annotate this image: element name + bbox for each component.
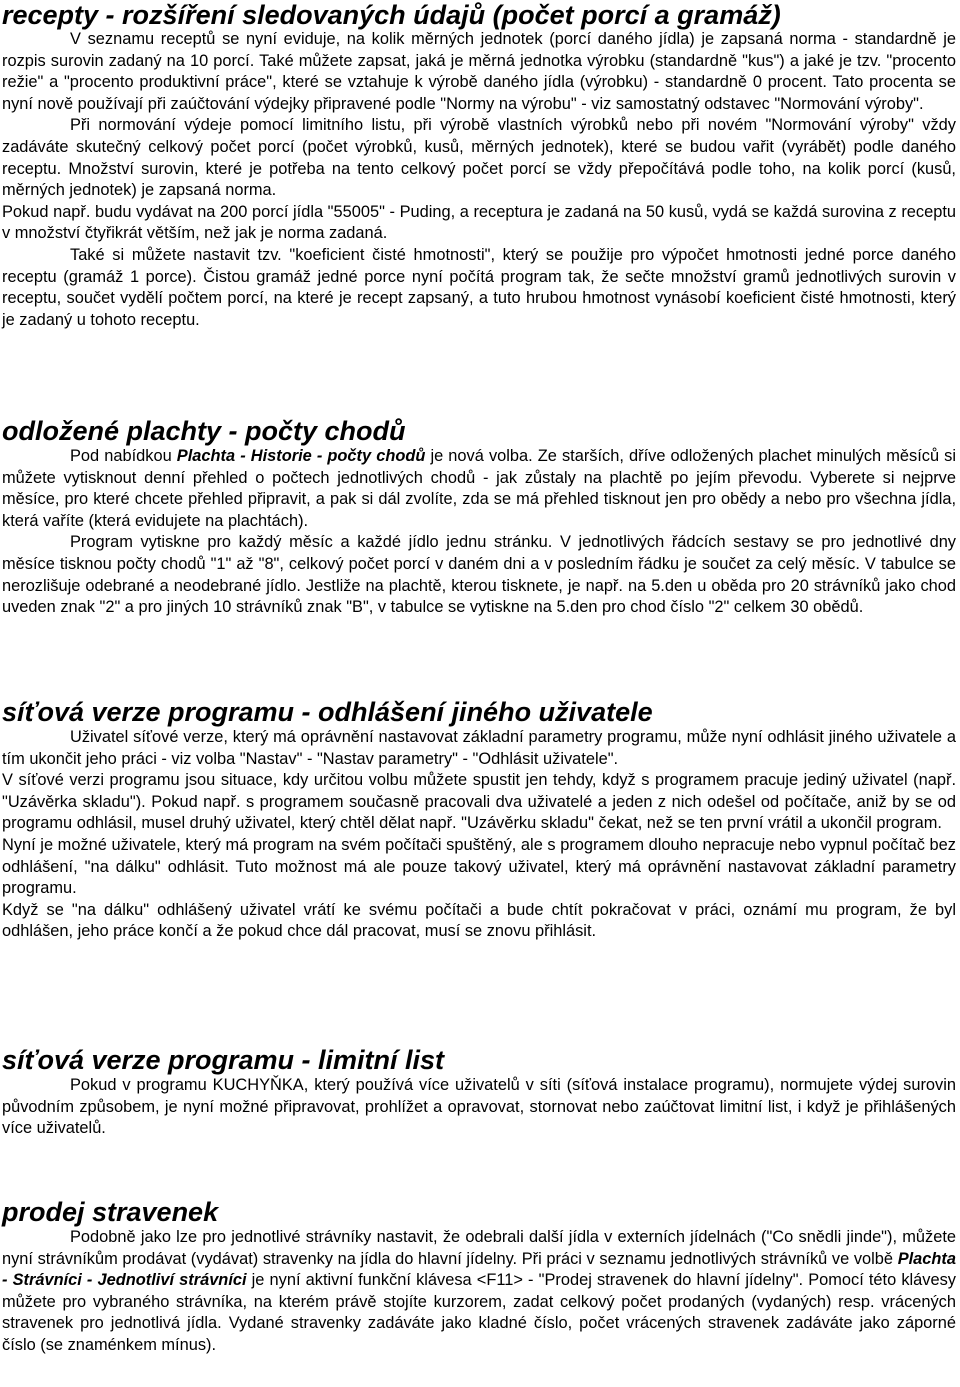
paragraph: Nyní je možné uživatele, který má program na svém počítači spuštěný, ale s programem dlouho nepracuje nebo vypnul počítač bez odhlášení, "na dálku" odhlásit. Tuto možnost má ale pouze takový uživatel, který má oprávnění nastavovat základní parametry programu. [2,835,956,898]
paragraph: Pokud v programu KUCHYŇKA, který používá více uživatelů v síti (síťová instalace programu), normujete výdej surovin původním způsobem, je nyní možné připravovat, prohlížet a opravovat, stornovat nebo zaúčtovat limitní list, i když je přihlášených více uživatelů. [2,1076,956,1138]
section-body [2,446,956,619]
paragraph: Uživatel síťové verze, který má oprávnění nastavovat základní parametry programu, může nyní odhlásit jiného uživatele a tím ukončit jeho práci - viz volba "Nastav" - "Nastav parametry" - "Odhlásit uživatele". [2,728,956,768]
section-heading: prodej stravenek [2,1197,219,1227]
section-heading: síťová verze programu - limitní list [2,1045,445,1075]
paragraph [2,446,956,532]
paragraph-text: je nyní aktivní funkční klávesa <F11> - "Prodej stravenek do hlavní jídelny". Pomocí této klávesy můžete pro vybraného strávníka, na kterém právě stojíte kurzorem, zadat celkový počet prodaných (vydaných) resp. vrácených stravenek pro jednotlivá jídla. Vydané stravenky zadáváte jako kladné číslo, počet vrácených stravenek zadáváte jako záporné číslo (se znaménkem mínus). [2,1271,956,1354]
section-body [2,727,956,943]
section-body [2,1075,956,1140]
section-heading: odložené plachty - počty chodů [2,416,406,446]
paragraph: Při normování výdeje pomocí limitního listu, při výrobě vlastních výrobků nebo při novém "Normování výroby" vždy zadáváte skutečný celkový počet porcí (počet výrobků, kusů, měrných jednotek), které se budou vařit (vyrábět) podle daného receptu. Množství surovin, které je potřeba na tento celkový počet porcí se vždy přepočítává podle toho, na kolik porcí (kusů, měrných jednotek) je zapsaná norma. [2,116,956,200]
section-body [2,1227,956,1357]
paragraph: Také si můžete nastavit tzv. "koeficient čisté hmotnosti", který se použije pro výpočet hmotnosti jedné porce daného receptu (gramáž 1 porce). Čistou gramáž jedné porce nyní počítá program tak, že sečte množství gramů jednotlivých surovin v receptu, součet vydělí počtem porcí, na které je recept zapsaný, a tuto hrubou hmotnost vynásobí koeficient čisté hmotnosti, který je zadaný u tohoto receptu. [2,245,956,329]
paragraph: V seznamu receptů se nyní eviduje, na kolik měrných jednotek (porcí daného jídla) je zapsaná norma - standardně je rozpis surovin zadaný na 10 porcí. Také můžete zapsat, jaká je měrná jednotka výrobku (standardně "kus") a jaké je tzv. "procento režie" a "procento produktivní práce", které se vztahuje k výrobě daného jídla (výrobku) - standardně 0 procent. Tato procenta se nyní nově používají při zaúčtování výdejky připravené podle "Normy na výrobu" - viz samostatný odstavec "Normování výroby". [2,30,956,113]
section-body [2,29,956,331]
menu-path-emphasis: Plachta - Strávníci - Jednotliví strávníci [2,1249,956,1290]
paragraph: Pokud např. budu vydávat na 200 porcí jídla "55005" - Puding, a receptura je zadaná na 50 kusů, vydá se každá surovina z receptu v množství čtyřikrát větším, než jak je norma zadaná. [2,202,956,243]
section-heading: recepty - rozšíření sledovaných údajů (počet porcí a gramáž) [2,0,781,30]
section-heading: síťová verze programu - odhlášení jiného uživatele [2,697,653,727]
paragraph-text: Pod nabídkou [70,447,177,465]
menu-path-emphasis: Plachta - Historie - počty chodů [176,447,426,465]
paragraph [2,1227,956,1357]
paragraph: Program vytiskne pro každý měsíc a každé jídlo jednu stránku. V jednotlivých řádcích sestavy se pro jednotlivé dny měsíce tisknou počty chodů "1" až "8", celkový počet porcí v daném dni a v posledním řádku je součet za celý měsíc. V tabulce se nerozlišuje odebrané a neodebrané jídlo. Jestliže na plachtě, kterou tisknete, je např. na 5.den u oběda pro 20 strávníků jako chod uveden znak "2" a pro jiných 10 strávníků znak "B", v tabulce se vytiskne na 5.den pro chod číslo "2" celkem 30 obědů. [2,533,956,617]
paragraph-text: Podobně jako lze pro jednotlivé strávníky nastavit, že odebrali další jídla v externích jídelnách ("Co snědli jinde"), můžete nyní strávníkům prodávat (vydávat) stravenky na jídla do hlavní jídelny. Při práci v seznamu jednotlivých strávníků ve volbě [2,1228,956,1268]
paragraph-text: je nová volba. Ze starších, dříve odložených plachet minulých měsíců si můžete vytisknout denní přehled o počtech jednotlivých chodů - jak zůstaly na plachtě po jejím převodu. Vyberete si nejprve měsíce, pro které chcete přehled připravit, a pak si dál zvolíte, zda se má přehled tisknout jen pro obědy a nebo pro všechna jídla, která vaříte (která evidujete na plachtách). [2,447,957,530]
paragraph: Když se "na dálku" odhlášený uživatel vrátí ke svému počítači a bude chtít pokračovat v práci, oznámí mu program, že byl odhlášen, jeho práce končí a že pokud chce dál pracovat, musí se znovu přihlásit. [2,900,956,941]
paragraph: V síťové verzi programu jsou situace, kdy určitou volbu můžete spustit jen tehdy, když s programem pracuje jediný uživatel (např. "Uzávěrka skladu"). Pokud např. s programem současně pracovali dva uživatelé a jeden z nich odešel od počítače, aniž by se od programu odhlásil, musel druhý uživatel, který chtěl dělat např. "Uzávěrku skladu" čekat, než se ten první vrátil a ukončil program. [2,771,956,833]
